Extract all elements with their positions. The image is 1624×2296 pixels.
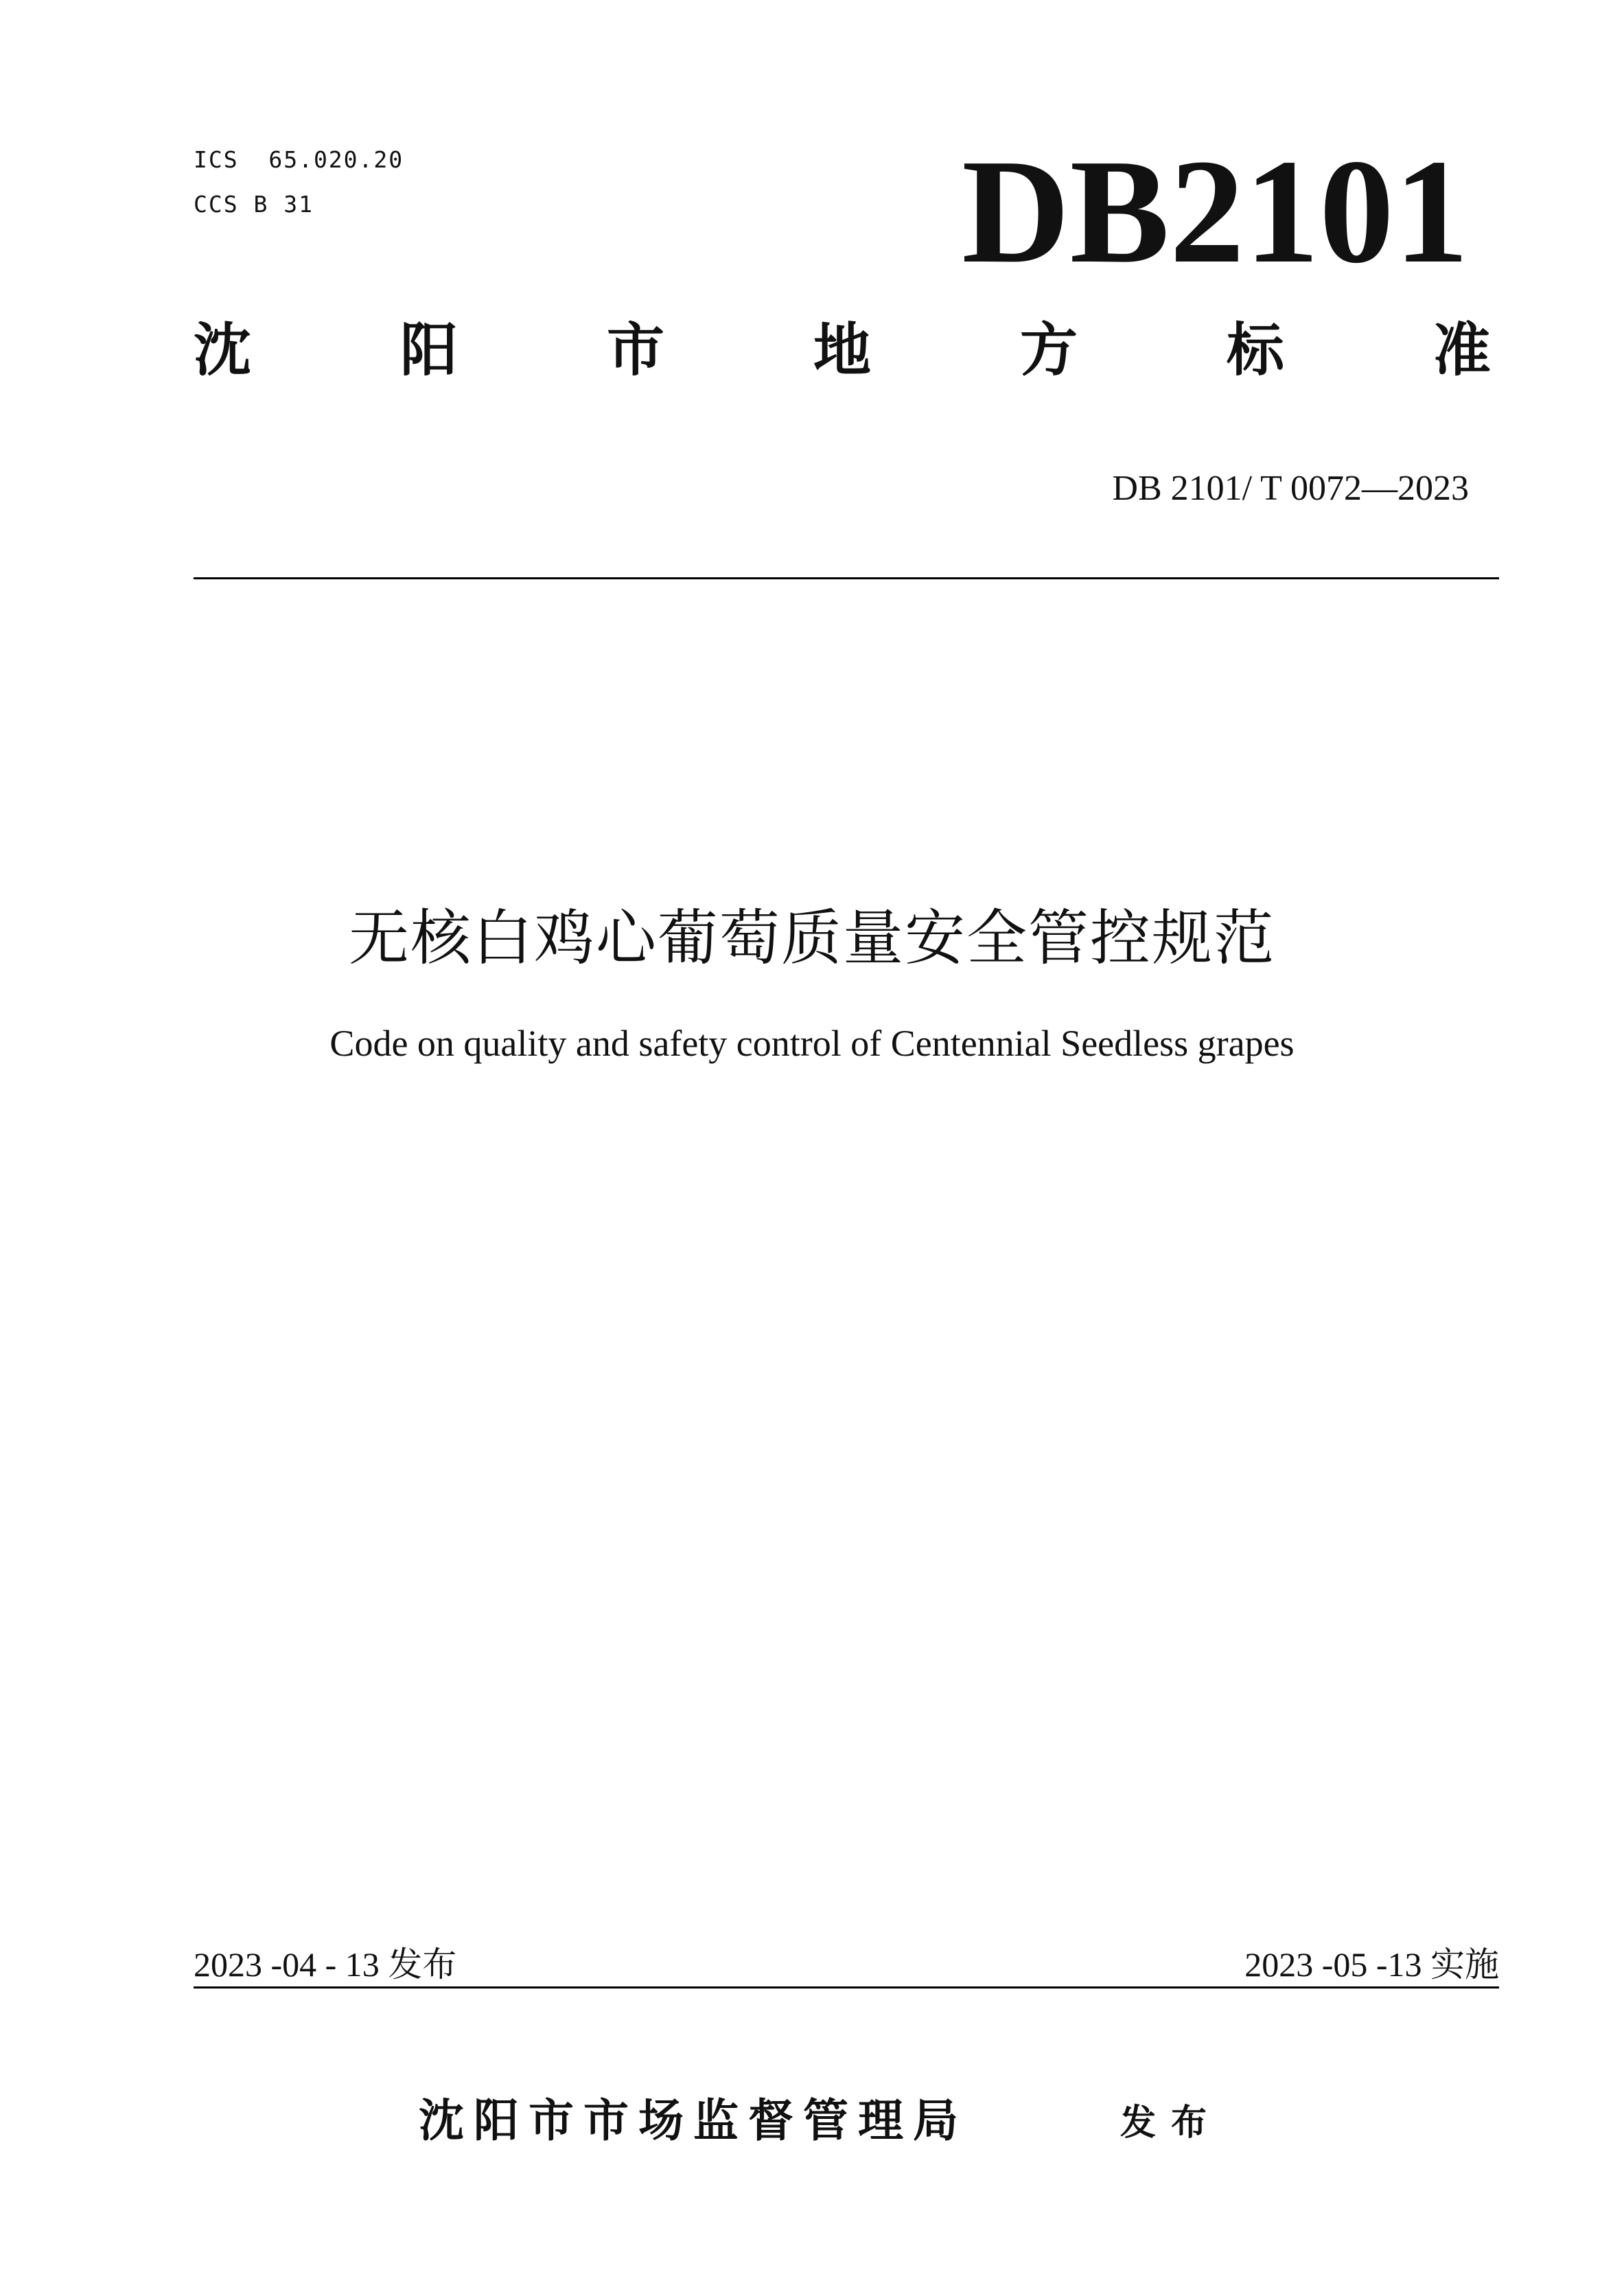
standard-type-char: 市 <box>606 316 664 384</box>
document-title-chinese: 无核白鸡心葡萄质量安全管控规范 <box>348 903 1275 973</box>
implementation-date: 2023 -05 -13 实施 <box>1244 1945 1499 1984</box>
standard-type-heading <box>194 316 1491 384</box>
standard-number: DB 2101/ T 0072—2023 <box>1112 469 1469 508</box>
footer-divider <box>194 1986 1499 1988</box>
issue-date: 2023 -04 - 13 发布 <box>194 1945 457 1984</box>
standard-type-char: 地 <box>813 316 871 384</box>
standard-type-char: 阳 <box>399 316 458 384</box>
publish-label: 发布 <box>1120 2102 1222 2144</box>
header-divider <box>194 577 1499 579</box>
standard-type-char: 沈 <box>194 316 252 384</box>
ics-code: ICS 65.020.20 <box>194 146 404 173</box>
db-standard-mark: DB2101 <box>962 129 1469 294</box>
standard-type-char: 方 <box>1019 316 1078 384</box>
document-title-english: Code on quality and safety control of Centennial Seedless grapes <box>329 1023 1295 1064</box>
standard-type-char: 标 <box>1226 316 1284 384</box>
standard-type-char: 准 <box>1432 316 1491 384</box>
publisher-name: 沈阳市市场监督管理局 <box>419 2094 968 2147</box>
ccs-code: CCS B 31 <box>194 191 314 218</box>
